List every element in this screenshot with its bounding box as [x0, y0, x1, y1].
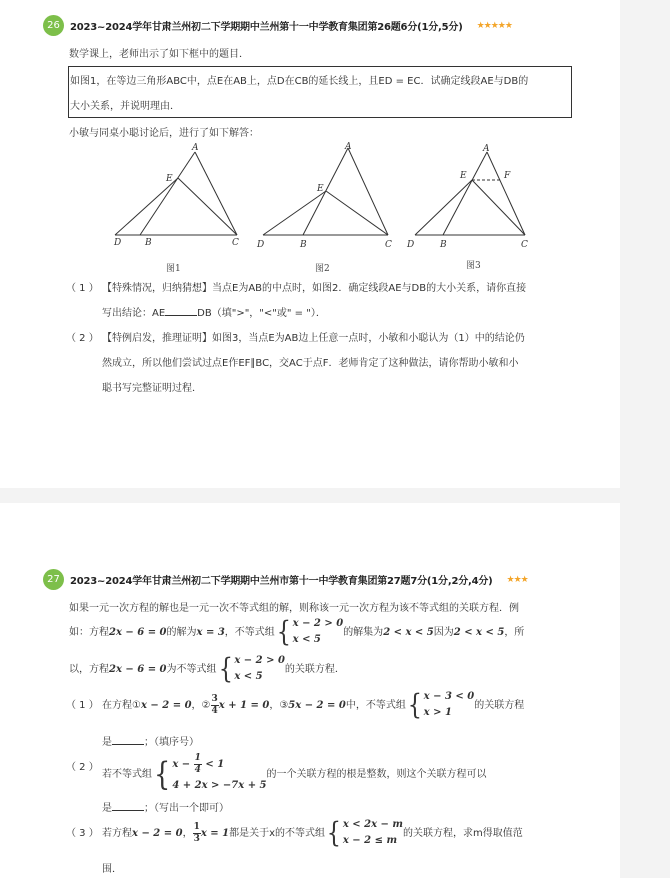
denominator: 4	[211, 705, 218, 716]
system-row: x − 2 > 0	[234, 655, 285, 666]
brace: {	[218, 652, 233, 685]
equation: 2x − 6 = 0	[109, 664, 167, 675]
brace: {	[326, 816, 342, 849]
text: 的解为	[166, 627, 197, 638]
system-row: 4 + 2x > −7x + 5	[172, 780, 267, 791]
denominator: 4	[194, 765, 201, 775]
q27-part-2-line-2	[102, 799, 229, 814]
fig1-label-e: E	[166, 174, 173, 184]
inequality-system-3	[172, 753, 266, 795]
figure-1-caption: 图1	[166, 264, 181, 274]
part-1-line-2b: DB（填">"，"<"或" = "）．	[197, 308, 326, 319]
question-27-header	[43, 569, 528, 590]
text: 如：方程	[69, 627, 109, 638]
figure-2-caption: 图2	[315, 264, 330, 274]
text: 是	[102, 803, 112, 814]
text: 因为	[433, 627, 454, 638]
text: ，所	[504, 627, 525, 638]
question-26-header	[43, 15, 512, 36]
answer-blank[interactable]	[112, 810, 144, 811]
equation-1: x − 2 = 0	[132, 828, 183, 839]
text: 的关联方程	[474, 700, 525, 711]
question-27-card	[0, 503, 620, 878]
part-2-line-3: 聪书写完整证明过程．	[102, 383, 202, 394]
text: 以，方程	[69, 664, 109, 675]
inequality-system-1	[234, 653, 285, 685]
brace: {	[407, 688, 422, 721]
inequality-system-1	[293, 616, 344, 648]
text: 若方程	[102, 828, 132, 839]
q27-line-1: 如果一元一次方程的解也是一元一次不等式组的解，则称该一元一次方程为该不等式组的关联方程．例	[69, 603, 519, 614]
figure-2	[263, 148, 388, 235]
text: 是	[102, 737, 112, 748]
fraction	[193, 822, 201, 845]
text: 的解集为	[343, 627, 384, 638]
system-row: x < 2x − m	[342, 819, 403, 830]
answer-blank[interactable]	[112, 744, 144, 745]
part-1-number: （ 1 ）	[66, 283, 99, 294]
q27-part-2-number: （ 2 ）	[66, 762, 99, 773]
fig3-label-a: A	[483, 144, 490, 154]
q27-part-1-number: （ 1 ）	[66, 700, 99, 711]
text: 的一个关联方程的根是整数，则这个关联方程可以	[266, 769, 487, 780]
figure-3	[415, 152, 525, 235]
text: 若不等式组	[102, 769, 152, 780]
question-title: 2023~2024学年甘肃兰州初二下学期期中兰州市第十一中学教育集团第27题7分(1分,2分,4分)	[70, 576, 493, 587]
answer-blank[interactable]	[165, 315, 197, 316]
fig2-label-d: D	[257, 240, 265, 250]
fig1-label-c: C	[232, 238, 239, 248]
q27-part-1-line-2	[102, 733, 199, 748]
geometry-figures	[105, 140, 545, 275]
fig3-label-e: E	[460, 171, 467, 181]
solution-set: 2 < x < 5	[453, 627, 505, 638]
fraction	[194, 753, 202, 776]
solution-set: 2 < x < 5	[383, 627, 434, 638]
fig2-label-b: B	[300, 240, 307, 250]
fig2-label-a: A	[345, 142, 352, 152]
text: ，③	[269, 700, 289, 711]
text: ；（写出一个即可）	[144, 803, 229, 814]
q27-part-2-line-1	[102, 753, 487, 795]
system-row: x < 5	[234, 671, 263, 682]
text: 的关联方程，求m得取值范	[403, 828, 523, 839]
equation: 2x − 6 = 0	[109, 627, 167, 638]
part-2-number: （ 2 ）	[66, 333, 99, 344]
fig1-label-d: D	[114, 238, 122, 248]
q27-part-3-number: （ 3 ）	[66, 828, 99, 839]
equation-1: x − 2 = 0	[140, 700, 192, 711]
question-title: 2023~2024学年甘肃兰州初二下学期期中兰州第十一中学教育集团第26题6分(1分,5分)	[70, 22, 463, 33]
text: 在方程①	[102, 700, 141, 711]
q27-line-3	[69, 653, 345, 687]
inequality-system-2	[424, 689, 475, 721]
system-row: x > 1	[423, 707, 452, 718]
fig3-label-f: F	[504, 171, 511, 181]
figure-1	[115, 152, 237, 235]
equation-2: x = 1	[200, 828, 230, 839]
fig2-label-c: C	[385, 240, 392, 250]
system-row: x − 3 < 0	[423, 691, 475, 702]
text: 中，不等式组	[345, 700, 406, 711]
fig3-label-b: B	[440, 240, 447, 250]
equation-3: 5x − 2 = 0	[288, 700, 346, 711]
figure-3-caption: 图3	[466, 261, 481, 271]
equation-2: x + 1 = 0	[218, 700, 270, 711]
system-row: x − 2 > 0	[292, 618, 344, 629]
part-1-line-2a: 写出结论：AE	[102, 308, 166, 319]
fig3-label-d: D	[407, 240, 415, 250]
difficulty-stars: ★★★★★	[476, 20, 512, 31]
fig3-label-c: C	[521, 240, 528, 250]
numerator: 1	[194, 753, 201, 763]
q27-part-3-line-2: 围．	[102, 864, 122, 875]
text: 为不等式组	[166, 664, 217, 675]
q27-part-3-line-1	[102, 817, 523, 851]
fig1-label-a: A	[192, 143, 199, 153]
question-number-badge: 27	[43, 569, 64, 590]
brace: {	[276, 615, 291, 648]
text: ，②	[191, 700, 211, 711]
q27-line-2	[69, 616, 524, 650]
solution: x = 3	[196, 627, 225, 638]
system-row	[172, 753, 225, 775]
problem-box-line-1: 如图1，在等边三角形ABC中，点E在AB上，点D在CB的延长线上，且ED = EC．试确定线段AE与DB的	[70, 76, 529, 87]
row-part: < 1	[201, 759, 225, 770]
text: 的关联方程．	[284, 664, 345, 675]
fig1-label-b: B	[145, 238, 152, 248]
fraction	[211, 694, 219, 717]
brace: {	[154, 755, 171, 793]
system-row: x < 5	[292, 634, 321, 645]
part-1-line-1: 【特殊情况，归纳猜想】当点E为AB的中点时，如图2．确定线段AE与DB的大小关系，请你直接	[102, 283, 527, 294]
text: ，	[182, 828, 193, 839]
system-row: x − 2 ≤ m	[342, 835, 398, 846]
fig2-label-e: E	[317, 184, 324, 194]
text: 都是关于x的不等式组	[229, 828, 326, 839]
part-2-line-1: 【特例启发，推理证明】如图3，当点E为AB边上任意一点时，小敏和小聪认为（1）中的结论仍	[102, 333, 525, 344]
numerator: 3	[211, 693, 218, 704]
row-part: x −	[172, 759, 194, 770]
question-intro: 数学课上，老师出示了如下框中的题目．	[69, 49, 249, 60]
q27-part-1-line-1	[102, 689, 524, 723]
part-2-line-2: 然成立，所以他们尝试过点E作EF∥BC，交AC于点F．老师肯定了这种做法，请你帮助小敏和小	[102, 358, 519, 369]
denominator: 3	[193, 833, 200, 844]
problem-box-line-2: 大小关系，并说明理由．	[70, 101, 180, 112]
text: ，不等式组	[224, 627, 275, 638]
question-number-badge: 26	[43, 15, 64, 36]
inequality-system-4	[343, 817, 403, 849]
numerator: 1	[193, 821, 200, 832]
difficulty-stars: ★★★	[506, 574, 528, 585]
discussion-text: 小敏与同桌小聪讨论后，进行了如下解答：	[69, 128, 259, 139]
text: ；（填序号）	[144, 737, 199, 748]
part-1-line-2	[102, 304, 326, 319]
